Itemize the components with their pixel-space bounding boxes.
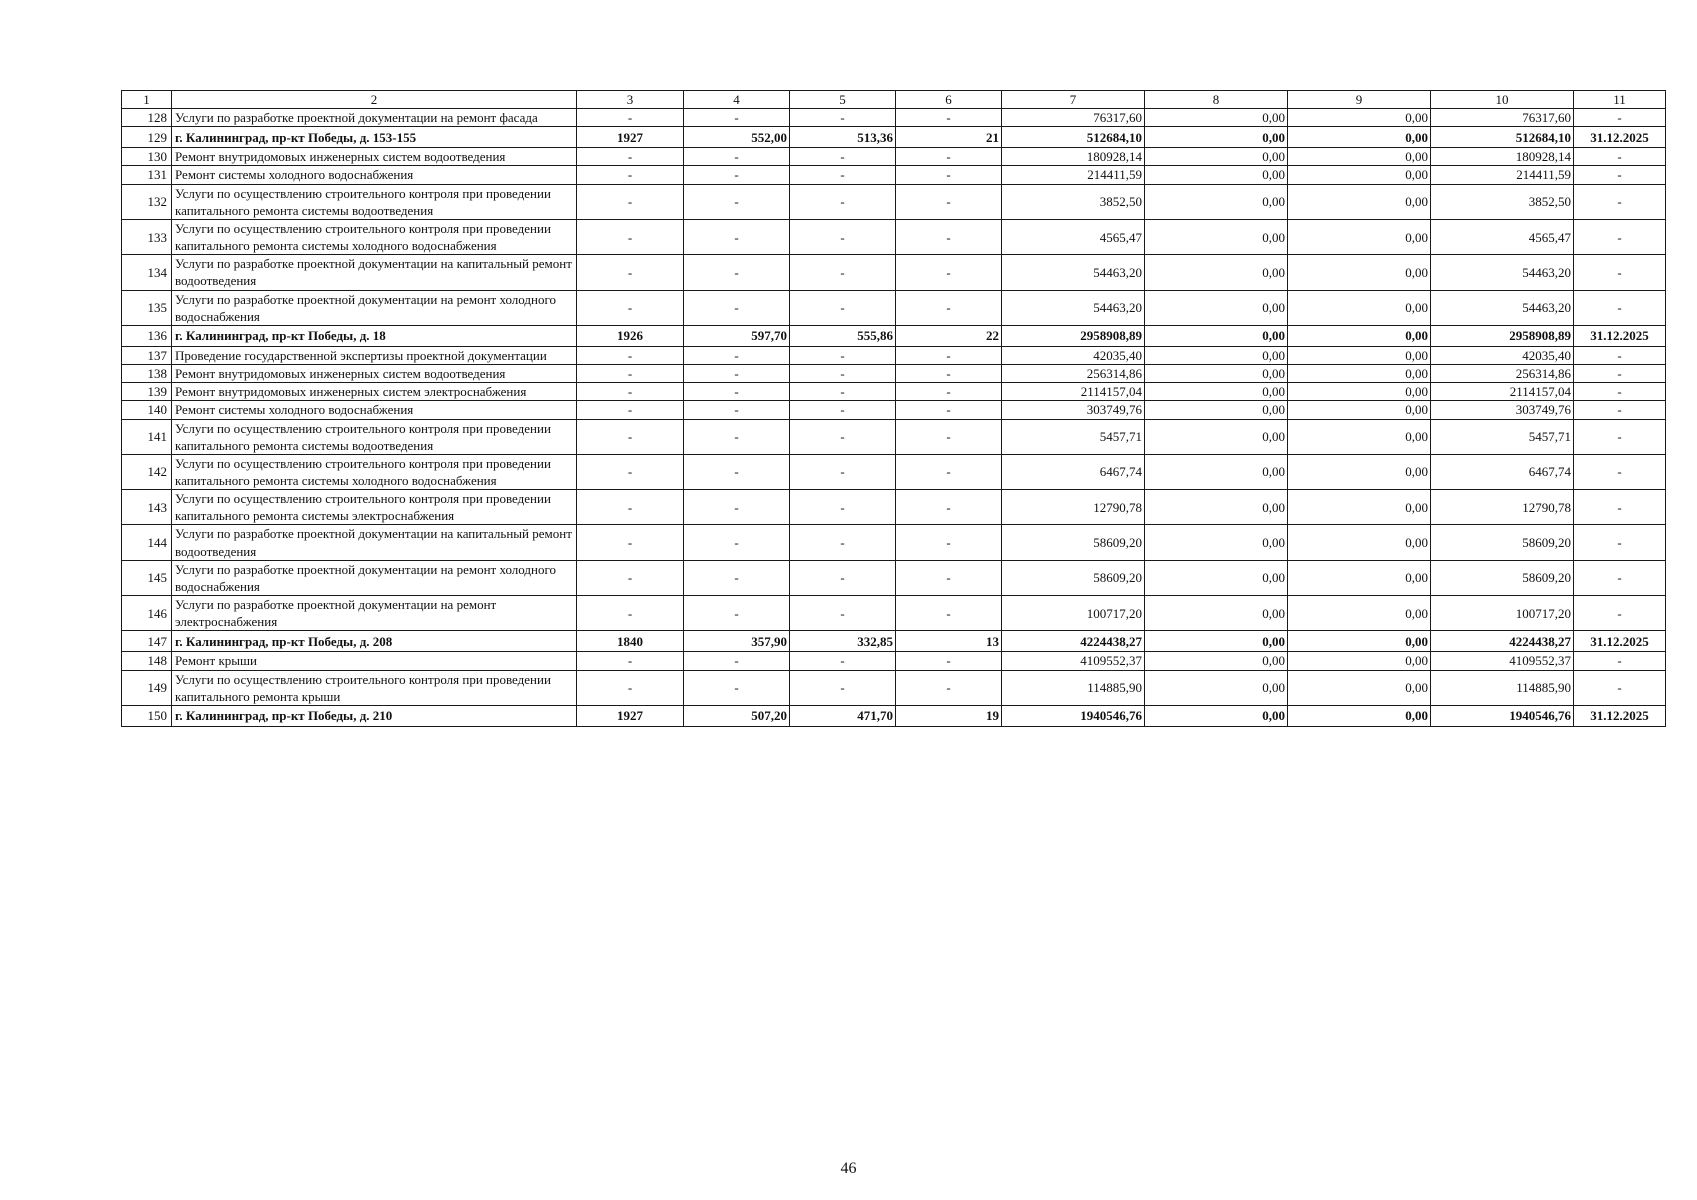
fund-cost-9: 0,00 <box>1288 383 1431 401</box>
total-cost: 42035,40 <box>1002 346 1145 364</box>
total-area: - <box>684 346 790 364</box>
completion-date: - <box>1574 166 1666 184</box>
fund-cost-8: 0,00 <box>1145 560 1288 595</box>
total-area: - <box>684 255 790 290</box>
fund-cost-9: 0,00 <box>1288 596 1431 631</box>
completion-date: - <box>1574 525 1666 560</box>
year-built: - <box>577 419 684 454</box>
work-description: Услуги по осуществлению строительного контроля при проведении капитального ремонта системы холодного водоснабжения <box>172 454 577 489</box>
total-cost: 100717,20 <box>1002 596 1145 631</box>
living-area: - <box>790 148 896 166</box>
total-area: 597,70 <box>684 325 790 346</box>
work-row <box>122 490 1666 525</box>
fund-cost-8: 0,00 <box>1145 401 1288 419</box>
row-number: 133 <box>122 219 172 254</box>
year-built: - <box>577 652 684 670</box>
row-number: 131 <box>122 166 172 184</box>
fund-cost-8: 0,00 <box>1145 290 1288 325</box>
owner-funds-cost: 54463,20 <box>1431 255 1574 290</box>
completion-date: - <box>1574 401 1666 419</box>
fund-cost-8: 0,00 <box>1145 127 1288 148</box>
fund-cost-8: 0,00 <box>1145 705 1288 726</box>
residents-count: - <box>896 560 1002 595</box>
year-built: - <box>577 670 684 705</box>
address-row <box>122 325 1666 346</box>
fund-cost-8: 0,00 <box>1145 383 1288 401</box>
column-number-8: 8 <box>1145 91 1288 109</box>
completion-date: 31.12.2025 <box>1574 325 1666 346</box>
row-number: 149 <box>122 670 172 705</box>
residents-count: - <box>896 219 1002 254</box>
year-built: - <box>577 383 684 401</box>
work-description: Услуги по разработке проектной документации на ремонт холодного водоснабжения <box>172 560 577 595</box>
column-number-1: 1 <box>122 91 172 109</box>
living-area: - <box>790 670 896 705</box>
owner-funds-cost: 58609,20 <box>1431 560 1574 595</box>
fund-cost-8: 0,00 <box>1145 255 1288 290</box>
column-number-header-row <box>122 91 1666 109</box>
fund-cost-9: 0,00 <box>1288 346 1431 364</box>
work-row <box>122 346 1666 364</box>
work-row <box>122 148 1666 166</box>
owner-funds-cost: 4224438,27 <box>1431 631 1574 652</box>
row-number: 136 <box>122 325 172 346</box>
residents-count: - <box>896 525 1002 560</box>
completion-date: - <box>1574 454 1666 489</box>
living-area: 471,70 <box>790 705 896 726</box>
owner-funds-cost: 512684,10 <box>1431 127 1574 148</box>
owner-funds-cost: 114885,90 <box>1431 670 1574 705</box>
owner-funds-cost: 58609,20 <box>1431 525 1574 560</box>
address-row <box>122 127 1666 148</box>
row-number: 140 <box>122 401 172 419</box>
work-row <box>122 401 1666 419</box>
work-row <box>122 290 1666 325</box>
completion-date: 31.12.2025 <box>1574 631 1666 652</box>
work-row <box>122 670 1666 705</box>
fund-cost-8: 0,00 <box>1145 109 1288 127</box>
residents-count: - <box>896 255 1002 290</box>
year-built: 1927 <box>577 705 684 726</box>
living-area: - <box>790 383 896 401</box>
completion-date: - <box>1574 652 1666 670</box>
column-number-4: 4 <box>684 91 790 109</box>
fund-cost-9: 0,00 <box>1288 148 1431 166</box>
living-area: - <box>790 401 896 419</box>
completion-date: - <box>1574 184 1666 219</box>
total-area: 552,00 <box>684 127 790 148</box>
work-description: Услуги по осуществлению строительного контроля при проведении капитального ремонта системы водоотведения <box>172 184 577 219</box>
row-number: 137 <box>122 346 172 364</box>
total-area: - <box>684 166 790 184</box>
row-number: 146 <box>122 596 172 631</box>
residents-count: - <box>896 401 1002 419</box>
work-row <box>122 255 1666 290</box>
year-built: 1926 <box>577 325 684 346</box>
completion-date: - <box>1574 365 1666 383</box>
living-area: 555,86 <box>790 325 896 346</box>
living-area: - <box>790 419 896 454</box>
year-built: - <box>577 454 684 489</box>
living-area: 332,85 <box>790 631 896 652</box>
work-description: Ремонт системы холодного водоснабжения <box>172 166 577 184</box>
completion-date: - <box>1574 346 1666 364</box>
total-area: 357,90 <box>684 631 790 652</box>
year-built: - <box>577 596 684 631</box>
owner-funds-cost: 76317,60 <box>1431 109 1574 127</box>
fund-cost-8: 0,00 <box>1145 148 1288 166</box>
living-area: - <box>790 652 896 670</box>
owner-funds-cost: 54463,20 <box>1431 290 1574 325</box>
residents-count: - <box>896 383 1002 401</box>
owner-funds-cost: 303749,76 <box>1431 401 1574 419</box>
fund-cost-8: 0,00 <box>1145 454 1288 489</box>
page-number: 46 <box>840 1160 857 1177</box>
fund-cost-9: 0,00 <box>1288 109 1431 127</box>
residents-count: - <box>896 419 1002 454</box>
total-area: - <box>684 365 790 383</box>
fund-cost-9: 0,00 <box>1288 670 1431 705</box>
fund-cost-8: 0,00 <box>1145 419 1288 454</box>
residents-count: 19 <box>896 705 1002 726</box>
owner-funds-cost: 3852,50 <box>1431 184 1574 219</box>
living-area: - <box>790 596 896 631</box>
year-built: - <box>577 219 684 254</box>
row-number: 130 <box>122 148 172 166</box>
total-area: - <box>684 652 790 670</box>
year-built: - <box>577 490 684 525</box>
row-number: 135 <box>122 290 172 325</box>
fund-cost-8: 0,00 <box>1145 166 1288 184</box>
work-description: Услуги по разработке проектной документации на ремонт холодного водоснабжения <box>172 290 577 325</box>
completion-date: - <box>1574 148 1666 166</box>
work-description: Ремонт внутридомовых инженерных систем электроснабжения <box>172 383 577 401</box>
row-number: 147 <box>122 631 172 652</box>
total-cost: 4109552,37 <box>1002 652 1145 670</box>
work-row <box>122 652 1666 670</box>
completion-date: 31.12.2025 <box>1574 127 1666 148</box>
residents-count: - <box>896 670 1002 705</box>
work-description: Услуги по разработке проектной документации на ремонт фасада <box>172 109 577 127</box>
year-built: - <box>577 525 684 560</box>
living-area: 513,36 <box>790 127 896 148</box>
column-number-7: 7 <box>1002 91 1145 109</box>
completion-date: - <box>1574 290 1666 325</box>
row-number: 134 <box>122 255 172 290</box>
total-area: - <box>684 290 790 325</box>
work-row <box>122 419 1666 454</box>
fund-cost-9: 0,00 <box>1288 454 1431 489</box>
fund-cost-9: 0,00 <box>1288 127 1431 148</box>
completion-date: - <box>1574 109 1666 127</box>
work-description: г. Калининград, пр-кт Победы, д. 153-155 <box>172 127 577 148</box>
row-number: 150 <box>122 705 172 726</box>
total-cost: 114885,90 <box>1002 670 1145 705</box>
residents-count: - <box>896 166 1002 184</box>
fund-cost-9: 0,00 <box>1288 255 1431 290</box>
total-area: - <box>684 383 790 401</box>
column-number-5: 5 <box>790 91 896 109</box>
total-area: - <box>684 219 790 254</box>
living-area: - <box>790 560 896 595</box>
completion-date: - <box>1574 219 1666 254</box>
residents-count: - <box>896 490 1002 525</box>
year-built: - <box>577 365 684 383</box>
owner-funds-cost: 214411,59 <box>1431 166 1574 184</box>
year-built: - <box>577 401 684 419</box>
year-built: - <box>577 184 684 219</box>
total-area: - <box>684 596 790 631</box>
fund-cost-9: 0,00 <box>1288 419 1431 454</box>
row-number: 138 <box>122 365 172 383</box>
total-area: 507,20 <box>684 705 790 726</box>
row-number: 129 <box>122 127 172 148</box>
living-area: - <box>790 166 896 184</box>
owner-funds-cost: 4109552,37 <box>1431 652 1574 670</box>
residents-count: - <box>896 365 1002 383</box>
living-area: - <box>790 365 896 383</box>
work-row <box>122 454 1666 489</box>
work-row <box>122 560 1666 595</box>
address-row <box>122 631 1666 652</box>
living-area: - <box>790 219 896 254</box>
row-number: 132 <box>122 184 172 219</box>
fund-cost-9: 0,00 <box>1288 401 1431 419</box>
total-cost: 2958908,89 <box>1002 325 1145 346</box>
fund-cost-9: 0,00 <box>1288 525 1431 560</box>
total-cost: 1940546,76 <box>1002 705 1145 726</box>
living-area: - <box>790 255 896 290</box>
row-number: 148 <box>122 652 172 670</box>
work-description: Ремонт внутридомовых инженерных систем водоотведения <box>172 365 577 383</box>
year-built: - <box>577 166 684 184</box>
row-number: 128 <box>122 109 172 127</box>
total-cost: 4224438,27 <box>1002 631 1145 652</box>
residents-count: 22 <box>896 325 1002 346</box>
completion-date: - <box>1574 255 1666 290</box>
year-built: - <box>577 148 684 166</box>
total-cost: 5457,71 <box>1002 419 1145 454</box>
fund-cost-9: 0,00 <box>1288 631 1431 652</box>
total-cost: 6467,74 <box>1002 454 1145 489</box>
work-description: Услуги по разработке проектной документации на капитальный ремонт водоотведения <box>172 525 577 560</box>
total-cost: 54463,20 <box>1002 290 1145 325</box>
owner-funds-cost: 180928,14 <box>1431 148 1574 166</box>
repair-program-table <box>121 90 1666 727</box>
owner-funds-cost: 2114157,04 <box>1431 383 1574 401</box>
total-cost: 4565,47 <box>1002 219 1145 254</box>
residents-count: 13 <box>896 631 1002 652</box>
completion-date: - <box>1574 596 1666 631</box>
work-description: г. Калининград, пр-кт Победы, д. 210 <box>172 705 577 726</box>
living-area: - <box>790 346 896 364</box>
total-cost: 58609,20 <box>1002 525 1145 560</box>
residents-count: - <box>896 184 1002 219</box>
total-cost: 214411,59 <box>1002 166 1145 184</box>
fund-cost-9: 0,00 <box>1288 652 1431 670</box>
total-area: - <box>684 109 790 127</box>
fund-cost-9: 0,00 <box>1288 290 1431 325</box>
owner-funds-cost: 42035,40 <box>1431 346 1574 364</box>
year-built: 1840 <box>577 631 684 652</box>
total-area: - <box>684 525 790 560</box>
column-number-6: 6 <box>896 91 1002 109</box>
completion-date: 31.12.2025 <box>1574 705 1666 726</box>
work-description: Услуги по осуществлению строительного контроля при проведении капитального ремонта системы водоотведения <box>172 419 577 454</box>
column-number-11: 11 <box>1574 91 1666 109</box>
residents-count: - <box>896 290 1002 325</box>
fund-cost-8: 0,00 <box>1145 219 1288 254</box>
living-area: - <box>790 109 896 127</box>
address-row <box>122 705 1666 726</box>
residents-count: - <box>896 596 1002 631</box>
year-built: 1927 <box>577 127 684 148</box>
owner-funds-cost: 100717,20 <box>1431 596 1574 631</box>
fund-cost-9: 0,00 <box>1288 184 1431 219</box>
fund-cost-8: 0,00 <box>1145 652 1288 670</box>
total-cost: 58609,20 <box>1002 560 1145 595</box>
work-row <box>122 109 1666 127</box>
work-row <box>122 219 1666 254</box>
work-row <box>122 365 1666 383</box>
work-description: Услуги по осуществлению строительного контроля при проведении капитального ремонта системы электроснабжения <box>172 490 577 525</box>
work-description: Услуги по разработке проектной документации на капитальный ремонт водоотведения <box>172 255 577 290</box>
total-cost: 54463,20 <box>1002 255 1145 290</box>
year-built: - <box>577 290 684 325</box>
column-number-10: 10 <box>1431 91 1574 109</box>
total-area: - <box>684 454 790 489</box>
work-description: Ремонт крыши <box>172 652 577 670</box>
total-area: - <box>684 670 790 705</box>
fund-cost-8: 0,00 <box>1145 325 1288 346</box>
year-built: - <box>577 255 684 290</box>
residents-count: - <box>896 454 1002 489</box>
year-built: - <box>577 346 684 364</box>
column-number-9: 9 <box>1288 91 1431 109</box>
fund-cost-8: 0,00 <box>1145 184 1288 219</box>
fund-cost-9: 0,00 <box>1288 219 1431 254</box>
fund-cost-8: 0,00 <box>1145 525 1288 560</box>
living-area: - <box>790 290 896 325</box>
total-area: - <box>684 184 790 219</box>
work-row <box>122 596 1666 631</box>
year-built: - <box>577 560 684 595</box>
total-cost: 2114157,04 <box>1002 383 1145 401</box>
total-cost: 512684,10 <box>1002 127 1145 148</box>
completion-date: - <box>1574 560 1666 595</box>
completion-date: - <box>1574 670 1666 705</box>
work-row <box>122 166 1666 184</box>
living-area: - <box>790 490 896 525</box>
work-description: Услуги по осуществлению строительного контроля при проведении капитального ремонта крыши <box>172 670 577 705</box>
work-row <box>122 525 1666 560</box>
residents-count: - <box>896 652 1002 670</box>
fund-cost-9: 0,00 <box>1288 560 1431 595</box>
row-number: 141 <box>122 419 172 454</box>
total-cost: 256314,86 <box>1002 365 1145 383</box>
work-description: Услуги по осуществлению строительного контроля при проведении капитального ремонта системы холодного водоснабжения <box>172 219 577 254</box>
fund-cost-8: 0,00 <box>1145 631 1288 652</box>
total-cost: 12790,78 <box>1002 490 1145 525</box>
living-area: - <box>790 454 896 489</box>
owner-funds-cost: 1940546,76 <box>1431 705 1574 726</box>
total-area: - <box>684 419 790 454</box>
total-cost: 3852,50 <box>1002 184 1145 219</box>
row-number: 145 <box>122 560 172 595</box>
completion-date: - <box>1574 490 1666 525</box>
fund-cost-8: 0,00 <box>1145 346 1288 364</box>
fund-cost-8: 0,00 <box>1145 670 1288 705</box>
owner-funds-cost: 6467,74 <box>1431 454 1574 489</box>
living-area: - <box>790 525 896 560</box>
column-number-3: 3 <box>577 91 684 109</box>
residents-count: - <box>896 109 1002 127</box>
total-cost: 76317,60 <box>1002 109 1145 127</box>
year-built: - <box>577 109 684 127</box>
work-description: Услуги по разработке проектной документации на ремонт электроснабжения <box>172 596 577 631</box>
fund-cost-9: 0,00 <box>1288 166 1431 184</box>
row-number: 143 <box>122 490 172 525</box>
work-row <box>122 184 1666 219</box>
work-description: Проведение государственной экспертизы проектной документации <box>172 346 577 364</box>
total-cost: 303749,76 <box>1002 401 1145 419</box>
work-description: Ремонт внутридомовых инженерных систем водоотведения <box>172 148 577 166</box>
owner-funds-cost: 2958908,89 <box>1431 325 1574 346</box>
work-description: г. Калининград, пр-кт Победы, д. 18 <box>172 325 577 346</box>
owner-funds-cost: 5457,71 <box>1431 419 1574 454</box>
residents-count: - <box>896 346 1002 364</box>
owner-funds-cost: 256314,86 <box>1431 365 1574 383</box>
row-number: 139 <box>122 383 172 401</box>
total-cost: 180928,14 <box>1002 148 1145 166</box>
fund-cost-9: 0,00 <box>1288 705 1431 726</box>
total-area: - <box>684 148 790 166</box>
work-row <box>122 383 1666 401</box>
total-area: - <box>684 401 790 419</box>
fund-cost-8: 0,00 <box>1145 596 1288 631</box>
completion-date: - <box>1574 383 1666 401</box>
fund-cost-8: 0,00 <box>1145 365 1288 383</box>
work-description: г. Калининград, пр-кт Победы, д. 208 <box>172 631 577 652</box>
living-area: - <box>790 184 896 219</box>
owner-funds-cost: 12790,78 <box>1431 490 1574 525</box>
work-description: Ремонт системы холодного водоснабжения <box>172 401 577 419</box>
owner-funds-cost: 4565,47 <box>1431 219 1574 254</box>
row-number: 142 <box>122 454 172 489</box>
fund-cost-9: 0,00 <box>1288 325 1431 346</box>
completion-date: - <box>1574 419 1666 454</box>
residents-count: - <box>896 148 1002 166</box>
row-number: 144 <box>122 525 172 560</box>
residents-count: 21 <box>896 127 1002 148</box>
total-area: - <box>684 490 790 525</box>
fund-cost-9: 0,00 <box>1288 490 1431 525</box>
fund-cost-8: 0,00 <box>1145 490 1288 525</box>
column-number-2: 2 <box>172 91 577 109</box>
total-area: - <box>684 560 790 595</box>
fund-cost-9: 0,00 <box>1288 365 1431 383</box>
